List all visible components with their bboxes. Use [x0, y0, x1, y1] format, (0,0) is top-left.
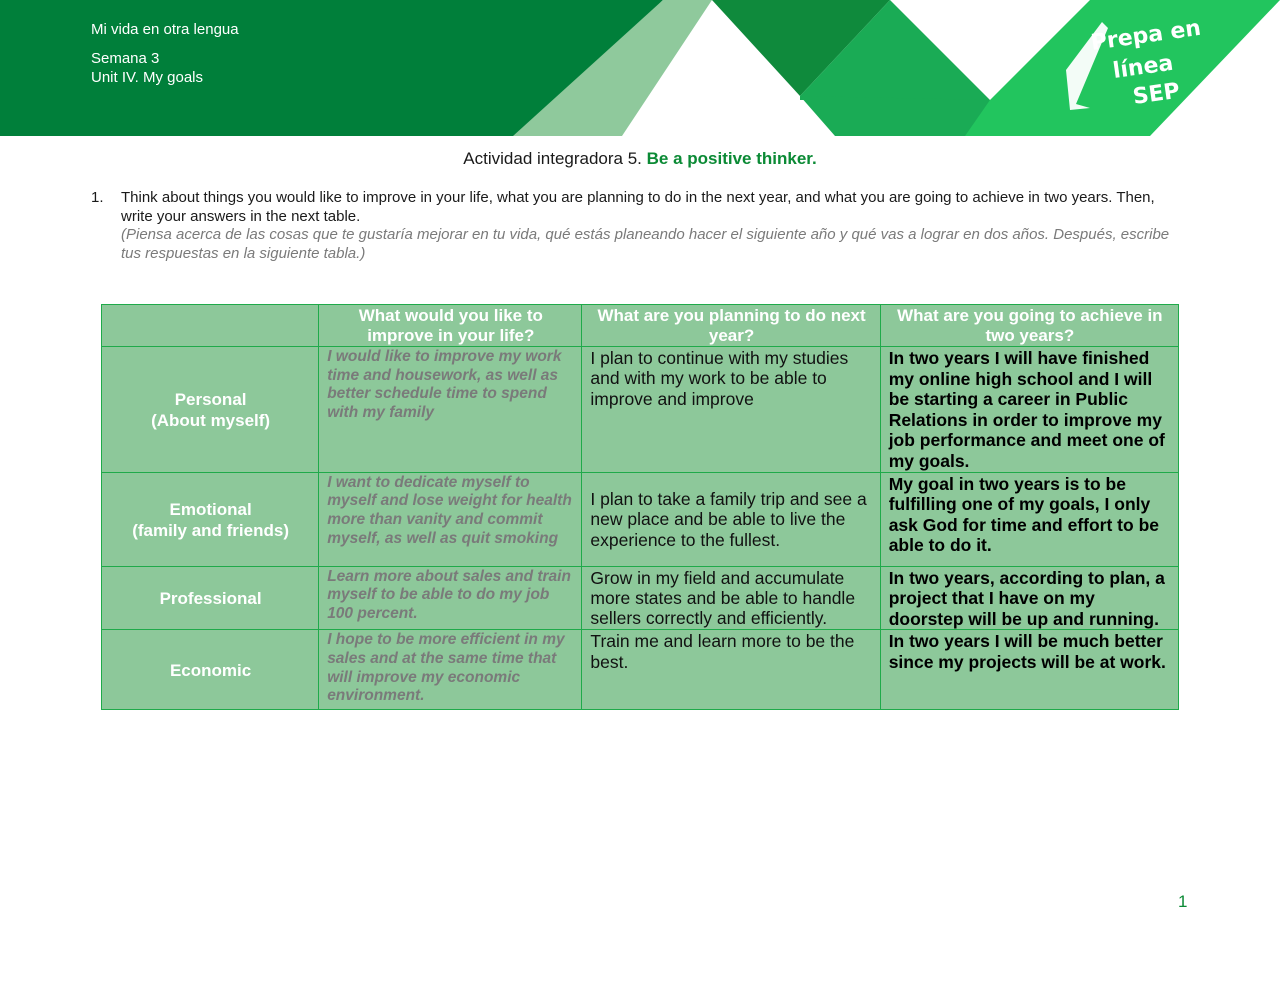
activity-title: [0, 149, 1280, 169]
header-plan: What are you planning to do next year?: [582, 305, 880, 347]
cell-achieve: My goal in two years is to be fulfilling one of my goals, I only ask God for time and effort to be able to do it.: [880, 472, 1178, 566]
instruction-text-es: (Piensa acerca de las cosas que te gustaría mejorar en tu vida, qué estás planeando hacer el siguiente año y qué vas a lograr en dos años. Después, escribe tus respuestas en la siguiente tabla.): [121, 226, 1170, 262]
svg-text:Prepa en: Prepa en: [1089, 15, 1203, 56]
instruction-number: 1.: [91, 189, 104, 206]
table-row: [102, 472, 1179, 566]
goals-table: [101, 304, 1179, 710]
course-name: Mi vida en otra lengua: [91, 21, 239, 38]
cell-achieve: In two years I will have finished my online high school and I will be starting a career in Public Relations in order to improve my job performance and meet one of my goals.: [880, 347, 1178, 473]
header-achieve: What are you going to achieve in two years?: [880, 305, 1178, 347]
row-label-economic: Economic: [102, 630, 319, 710]
row-label-professional: Professional: [102, 566, 319, 630]
header-improve: What would you like to improve in your life?: [319, 305, 582, 347]
instruction-text-en: Think about things you would like to improve in your life, what you are planning to do in the next year, and what you are going to achieve in two years. Then, write your answers in the next table.: [121, 189, 1155, 225]
page-number: 1: [1178, 892, 1188, 911]
header-cell-empty: [102, 305, 319, 347]
cell-improve: I want to dedicate myself to myself and lose weight for health more than vanity and commit myself, as well as quit smoking: [319, 472, 582, 566]
cell-achieve: In two years, according to plan, a project that I have on my doorstep will be up and running.: [880, 566, 1178, 630]
cell-improve: I would like to improve my work time and housework, as well as better schedule time to spend with my family: [319, 347, 582, 473]
unit-label: Unit IV. My goals: [91, 69, 203, 86]
activity-prefix: Actividad integradora 5.: [463, 149, 642, 168]
table-row: [102, 630, 1179, 710]
instruction-item: [91, 189, 1181, 263]
cell-plan: Grow in my field and accumulate more states and be able to handle sellers correctly and efficiently.: [582, 566, 880, 630]
row-label-personal: Personal (About myself): [102, 347, 319, 473]
svg-text:SEP: SEP: [1131, 78, 1182, 110]
cell-plan: Train me and learn more to be the best.: [582, 630, 880, 710]
activity-name: Be a positive thinker.: [646, 149, 817, 168]
table-row: [102, 566, 1179, 630]
week-label: Semana 3: [91, 50, 160, 67]
prepa-en-linea-sep-logo: [1062, 15, 1203, 116]
table-header-row: [102, 305, 1179, 347]
cell-improve: Learn more about sales and train myself to be able to do my job 100 percent.: [319, 566, 582, 630]
cell-improve: I hope to be more efficient in my sales and at the same time that will improve my economic environment.: [319, 630, 582, 710]
row-label-emotional: Emotional (family and friends): [102, 472, 319, 566]
table-row: [102, 347, 1179, 473]
cell-achieve: In two years I will be much better since my projects will be at work.: [880, 630, 1178, 710]
cell-plan: I plan to take a family trip and see a new place and be able to live the experience to the fullest.: [582, 472, 880, 566]
svg-text:línea: línea: [1111, 50, 1175, 84]
cell-plan: I plan to continue with my studies and with my work to be able to improve and improve: [582, 347, 880, 473]
